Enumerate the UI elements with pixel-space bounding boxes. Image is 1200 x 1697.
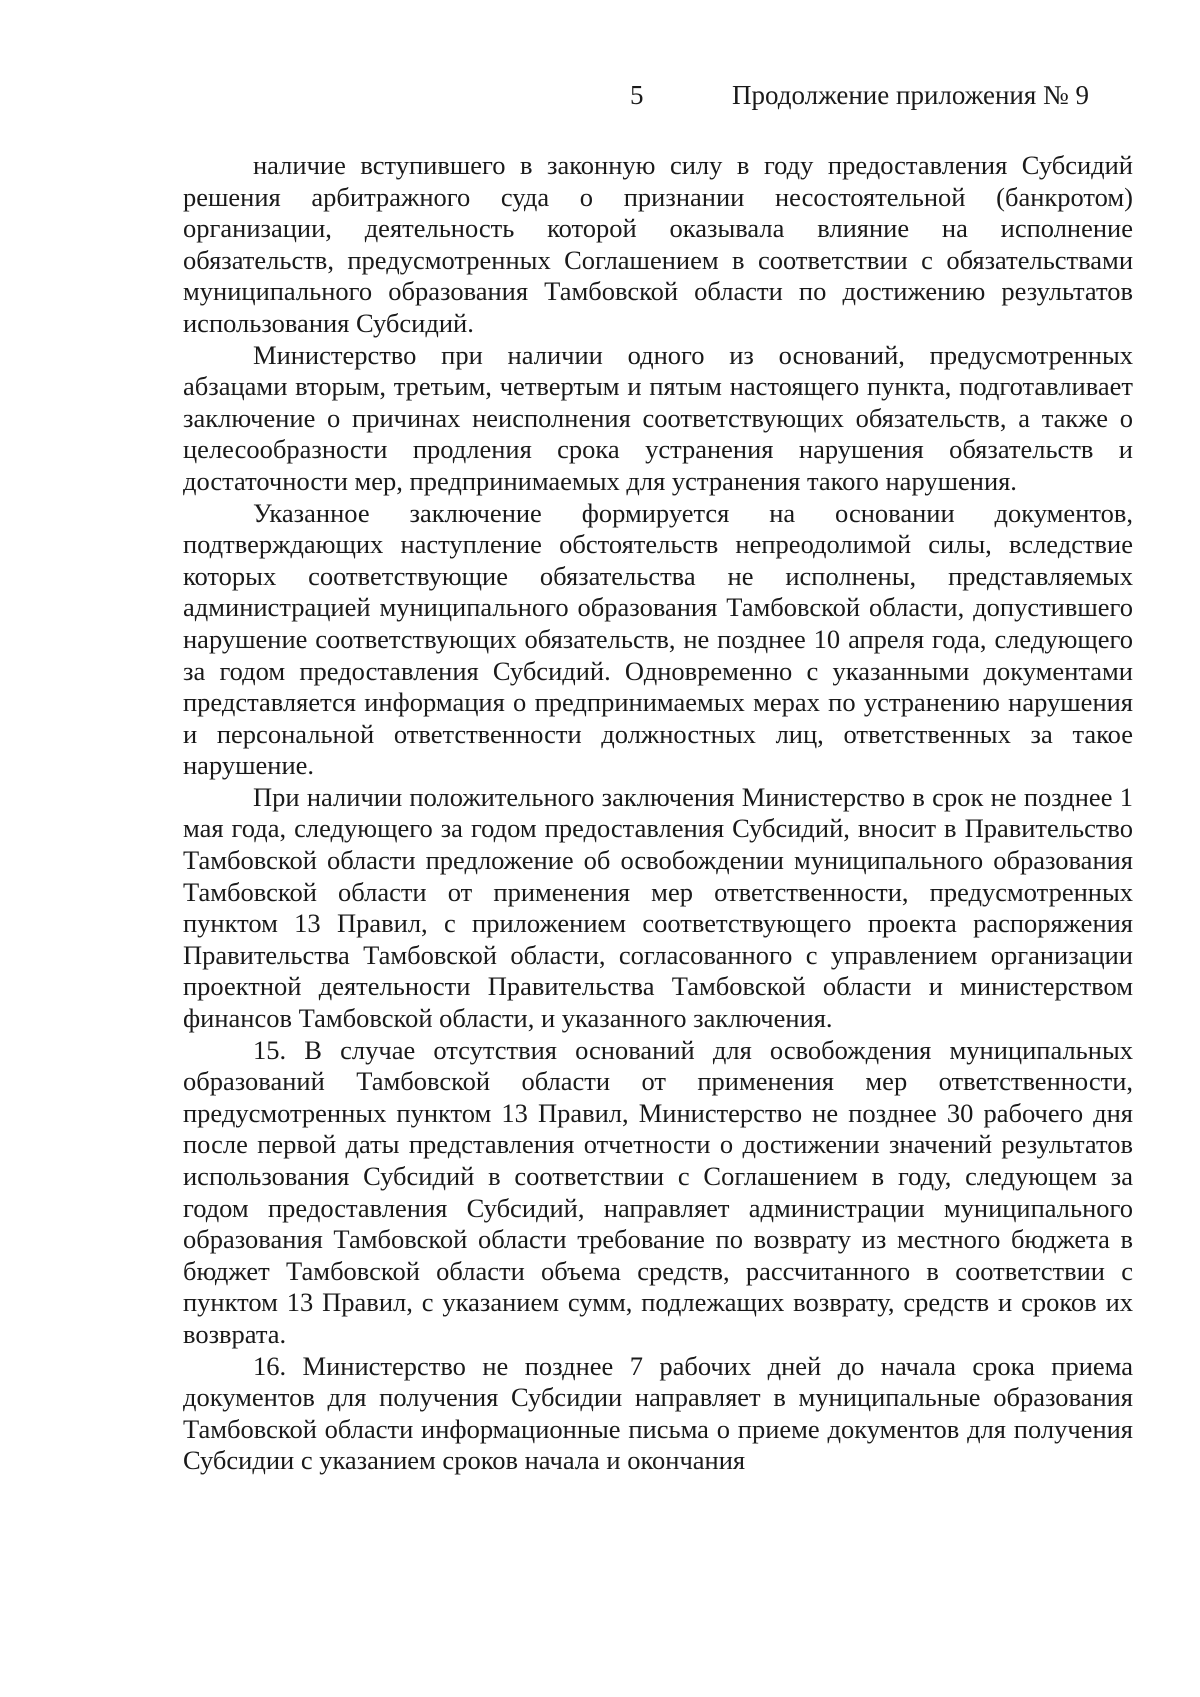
appendix-continuation-label: Продолжение приложения № 9 bbox=[732, 80, 1090, 110]
paragraph-positive-conclusion: При наличии положительного заключения Министерство в срок не позднее 1 мая года, следующего за годом предоставления Субсидий, вносит в Правительство Тамбовской области предложение об освобождении муниципального образования Тамбовской области от применения мер ответственности, предусмотренных пунктом 13 Правил, с приложением соответствующего проекта распоряжения Правительства Тамбовской области, согласованного с управлением организации проектной деятельности Правительства Тамбовской области и министерством финансов Тамбовской области, и указанного заключения. bbox=[183, 781, 1133, 1034]
paragraph-item-15: 15. В случае отсутствия оснований для освобождения муниципальных образований Тамбовской области от применения мер ответственности, предусмотренных пунктом 13 Правил, Министерство не позднее 30 рабочего дня после первой даты представления отчетности о достижении значений результатов использования Субсидий в соответствии с Соглашением в году, следующем за годом предоставления Субсидий, направляет администрации муниципального образования Тамбовской области требование по возврату из местного бюджета в бюджет Тамбовской области объема средств, рассчитанного в соответствии с пунктом 13 Правил, с указанием сумм, подлежащих возврату, средств и сроков их возврата. bbox=[183, 1034, 1133, 1349]
paragraph-bankruptcy-condition: наличие вступившего в законную силу в году предоставления Субсидий решения арбитражного суда о признании несостоятельной (банкротом) организации, деятельность которой оказывала влияние на исполнение обязательств, предусмотренных Соглашением в соответствии с обязательствами муниципального образования Тамбовской области по достижению результатов использования Субсидий. bbox=[183, 150, 1133, 338]
paragraph-conclusion-basis: Указанное заключение формируется на основании документов, подтверждающих наступление обстоятельств непреодолимой силы, вследствие которых соответствующие обязательства не исполнены, представляемых администрацией муниципального образования Тамбовской области, допустившего нарушение соответствующих обязательств, не позднее 10 апреля года, следующего за годом предоставления Субсидий. Одновременно с указанными документами представляется информация о предпринимаемых мерах по устранению нарушения и персональной ответственности должностных лиц, ответственных за такое нарушение. bbox=[183, 497, 1133, 781]
page-header bbox=[0, 76, 1200, 116]
paragraph-item-16: 16. Министерство не позднее 7 рабочих дней до начала срока приема документов для получения Субсидии направляет в муниципальные образования Тамбовской области информационные письма о приеме документов для получения Субсидии с указанием сроков начала и окончания bbox=[183, 1350, 1133, 1476]
page-number: 5 bbox=[630, 80, 644, 110]
paragraph-ministry-conclusion: Министерство при наличии одного из оснований, предусмотренных абзацами вторым, третьим, четвертым и пятым настоящего пункта, подготавливает заключение о причинах неисполнения соответствующих обязательств, а также о целесообразности продления срока устранения нарушения обязательств и достаточности мер, предпринимаемых для устранения такого нарушения. bbox=[183, 339, 1133, 496]
document-body bbox=[183, 150, 1133, 1477]
